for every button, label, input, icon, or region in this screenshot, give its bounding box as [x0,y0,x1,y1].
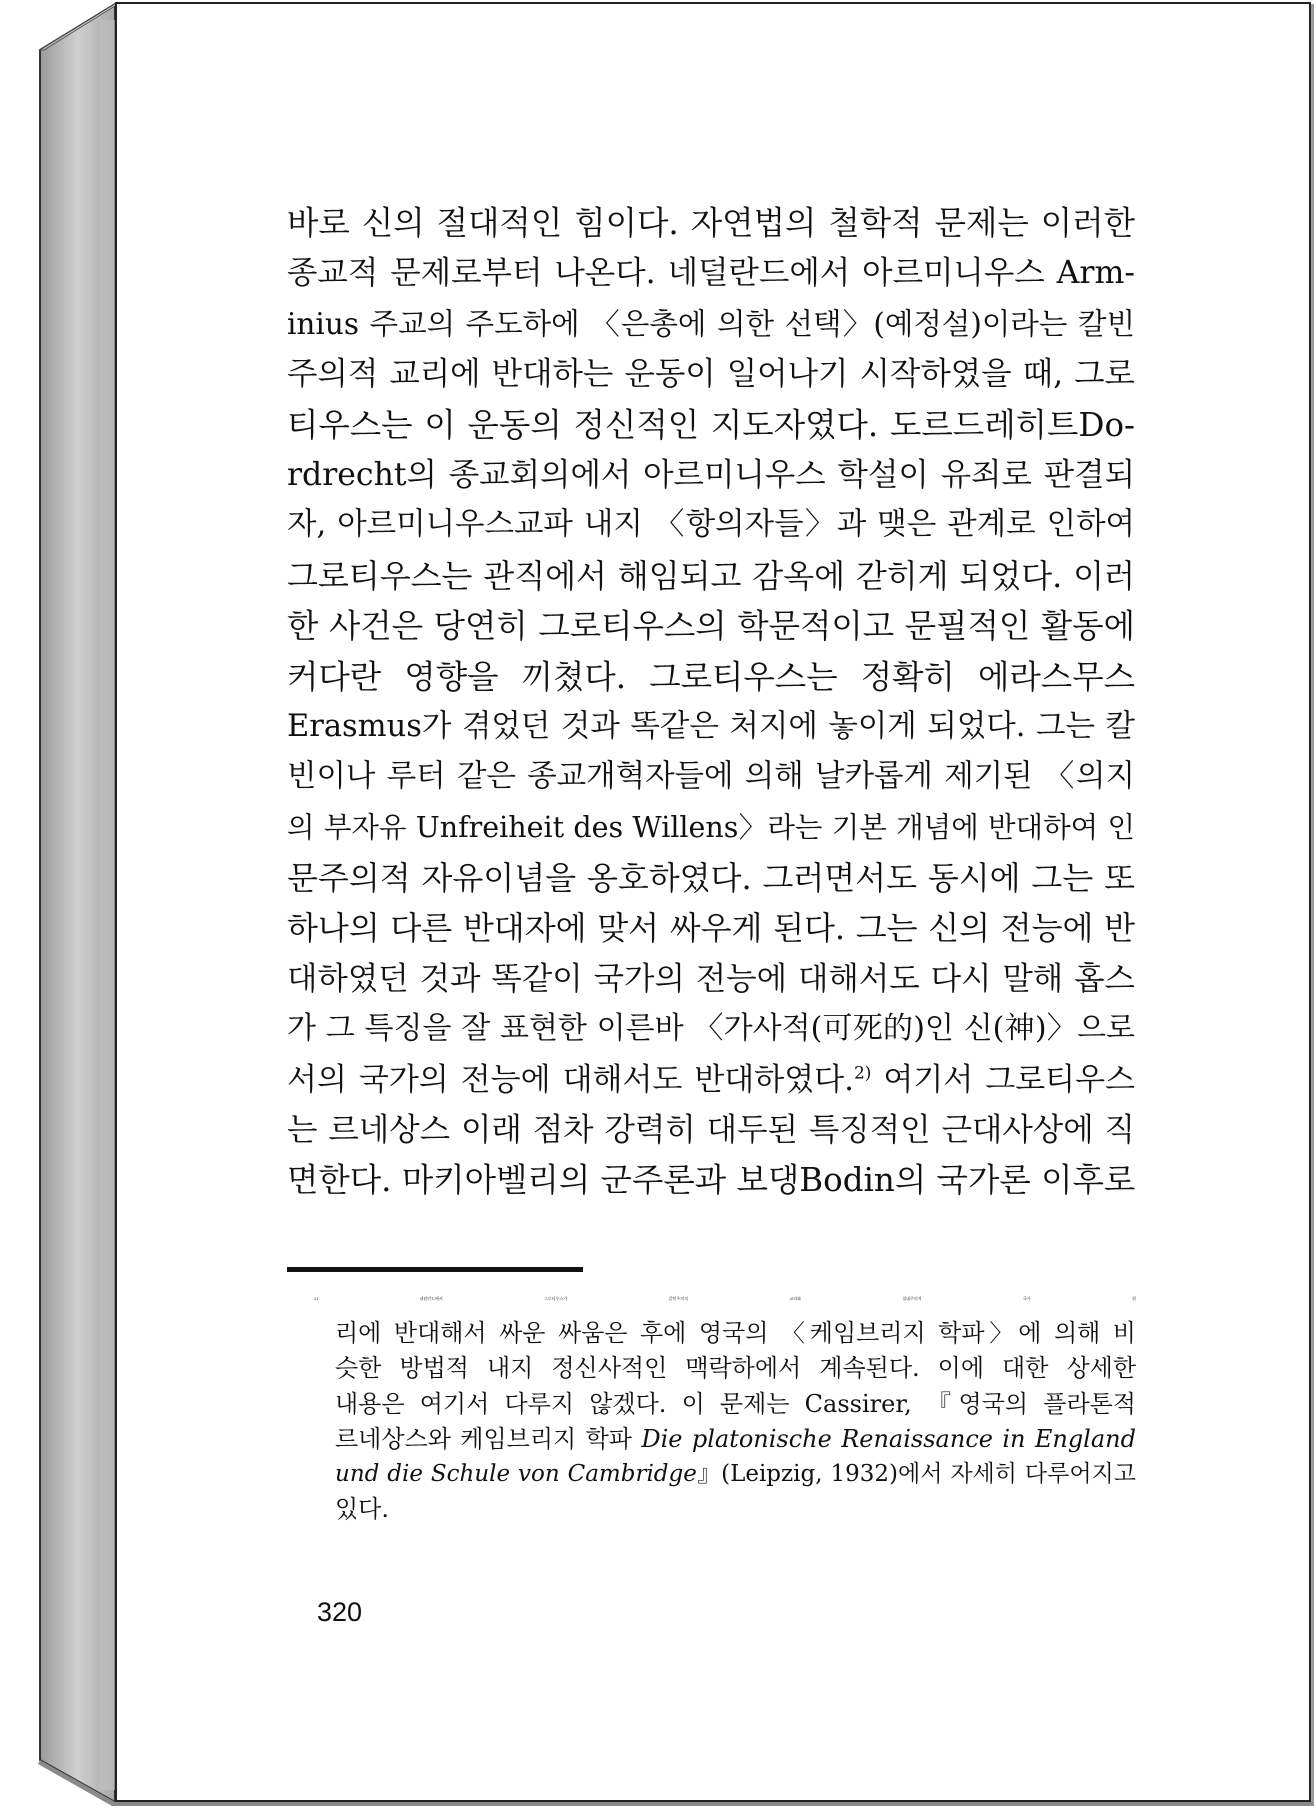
footnote-line-4 [318,1387,1136,1422]
footnote-separator [287,1267,583,1272]
footnote-line-1 [314,1281,1136,1316]
footnote-line-2-text: 리에 반대해서 싸운 싸움은 후에 영국의 〈케임브리지 학파〉에 의해 비 [335,1319,1136,1348]
body-line-6: rdrecht의 종교회의에서 아르미니우스 학설이 유죄로 판결되 [287,456,1135,493]
body-line-19: 는 르네상스 이래 점차 강력히 대두된 특징적인 근대사상에 직 [287,1112,1135,1149]
footnote-line-6-title: und die Schule von Cambridge [335,1460,697,1487]
body-line-20: 면한다. 마키아벨리의 군주론과 보댕Bodin의 국가론 이후로 [287,1161,1136,1200]
body-line-5: 티우스는 이 운동의 정신적인 지도자였다. 도르드레히트Do- [287,405,1135,444]
page-number: 320 [317,1597,363,1627]
footnote-line-6-text: 』(Leipzig, 1932)에서 자세히 다루어지고 [696,1460,1136,1487]
body-line-16: 대하였던 것과 똑같이 국가의 전능에 대해서도 다시 말해 홉스 [287,960,1135,997]
footnote-line-3-text: 슷한 방법적 내지 정신사적인 맥락하에서 계속된다. 이에 대한 상세한 [335,1354,1136,1383]
footnote-marker: 2) [314,1296,319,1301]
body-line-7: 자, 아르미니우스교파 내지 〈항의자들〉과 맺은 관계로 인하여 [287,507,1135,543]
body-line-10: 커다란 영향을 끼쳤다. 그로티우스는 정확히 에라스무스 [287,657,1135,696]
body-line-13: 의 부자유 Unfreiheit des Willens〉라는 기본 개념에 반대하여 인 [287,810,1135,844]
body-line-18 [287,1055,1135,1105]
footnote-line-7 [318,1492,1136,1527]
body-line-18-tail: 여기서 그로티우스 [871,1061,1135,1098]
body-line-14: 문주의적 자유이념을 옹호하였다. 그러면서도 동시에 그는 또 [287,859,1135,898]
footnote-line-5-text: 르네상스와 케임브리지 학파 [335,1424,642,1453]
footnote-line-2 [318,1316,1136,1351]
footnote-line-4-text: 내용은 여기서 다루지 않겠다. 이 문제는 Cassirer, 『영국의 플라톤적 [335,1389,1136,1418]
footnote-block [314,1281,1136,1527]
body-line-1: 바로 신의 절대적인 힘이다. 자연법의 철학적 문제는 이러한 [287,204,1135,242]
body-line-18-text: 서의 국가의 전능에 대해서도 반대하였다. [287,1061,854,1098]
body-line-17: 가 그 특징을 잘 표현한 이른바 〈가사적(可死的)인 신(神)〉으로 [287,1011,1135,1047]
body-line-2: 종교적 문제로부터 나온다. 네덜란드에서 아르미니우스 Arm- [287,255,1135,292]
footnote-line-5-title: Die platonische Renaissance in England [641,1424,1136,1453]
body-line-4: 주의적 교리에 반대하는 운동이 일어나기 시작하였을 때, 그로 [287,356,1135,393]
body-line-3: inius 주교의 주도하에 〈은총에 의한 선택〉(예정설)이라는 칼빈 [287,306,1135,341]
footnote-line-6 [318,1457,1136,1492]
footnote-reference: 2) [853,1063,872,1084]
footnote-line-1-text: 네덜란드에서 그로티우스가 칼빈주의적 교리와 절대주의적 국가 원 [419,1296,1136,1301]
body-line-11: Erasmus가 겪었던 것과 똑같은 처지에 놓이게 되었다. 그는 칼 [287,708,1135,744]
body-line-12: 빈이나 루터 같은 종교개혁자들에 의해 날카롭게 제기된 〈의지 [287,759,1135,795]
footnote-line-7-text: 있다. [335,1495,389,1524]
footnote-line-3 [318,1351,1136,1386]
body-line-15: 하나의 다른 반대자에 맞서 싸우게 된다. 그는 신의 전능에 반 [287,909,1135,948]
footnote-line-5 [318,1422,1136,1457]
body-line-8: 그로티우스는 관직에서 해임되고 감옥에 갇히게 되었다. 이러 [287,556,1135,595]
body-line-9: 한 사건은 당연히 그로티우스의 학문적이고 문필적인 활동에 [287,607,1135,646]
body-paragraph [287,198,1135,1206]
